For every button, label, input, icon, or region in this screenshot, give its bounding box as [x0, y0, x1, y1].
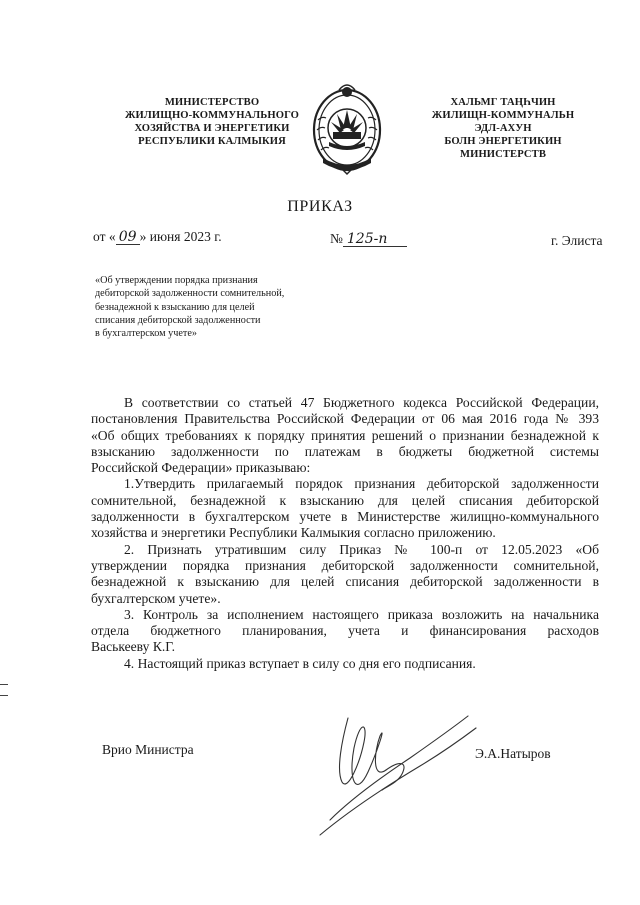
order-number: [330, 231, 407, 247]
issue-city: г. Элиста: [551, 233, 603, 248]
signatory-position: Врио Министра: [102, 742, 194, 757]
body-line: сомнительной, безнадежной к взысканию для целей списания дебиторской: [91, 492, 599, 508]
body-line: Российской Федерации» приказываю:: [91, 460, 311, 476]
subject-line: в бухгалтерском учете»: [95, 328, 197, 340]
republic-of-kalmykia-emblem-icon: [309, 80, 385, 176]
header-right-line: ЖИЛИЩН-КОММУНАЛЬН: [431, 110, 575, 121]
order-subject: [95, 274, 284, 340]
header-left-line: РЕСПУБЛИКИ КАЛМЫКИЯ: [138, 136, 286, 147]
item-1-paragraph: [91, 476, 599, 541]
signatory-name: Э.А.Натыров: [475, 746, 551, 761]
order-body: [91, 395, 599, 672]
body-line: 4. Настоящий приказ вступает в силу со дня его подписания.: [124, 655, 476, 671]
body-line: утверждении порядка признания дебиторской задолженности сомнительной,: [91, 557, 599, 573]
item-3-paragraph: [91, 607, 599, 656]
subject-line: «Об утверждении порядка признания: [95, 275, 258, 286]
body-line: В соответствии со статьей 47 Бюджетного кодекса Российской Федерации,: [124, 395, 599, 410]
body-line: 3. Контроль за исполнением настоящего приказа возложить на начальника: [124, 606, 599, 622]
header-right-line: ЭДЛ-АХУН: [474, 123, 532, 134]
ministry-name-russian: [112, 96, 312, 148]
ministry-name-kalmyk: [398, 96, 608, 161]
body-line: 2. Признать утратившим силу Приказ № 100-п от 12.05.2023 «Об: [124, 541, 599, 557]
header-left-line: МИНИСТЕРСТВО: [164, 97, 260, 108]
body-line: безнадежной к взысканию для целей списания дебиторской задолженности в: [91, 574, 599, 590]
body-line: задолженности в бухгалтерском учете в Министерстве жилищно-коммунального: [91, 509, 599, 525]
subject-line: безнадежной к взысканию для целей: [95, 301, 255, 313]
subject-line: списания дебиторской задолженности: [95, 314, 261, 326]
date-prefix: от «: [93, 229, 116, 244]
body-line: 1.Утвердить прилагаемый порядок признания дебиторской задолженности: [124, 476, 599, 492]
scan-edge-mark: [0, 684, 8, 685]
subject-line: дебиторской задолженности сомнительной,: [95, 288, 285, 300]
number-handwritten: 125-п: [343, 232, 407, 247]
header-left-line: ХОЗЯЙСТВА И ЭНЕРГЕТИКИ: [134, 123, 290, 134]
body-line: отдела бюджетного планирования, учета и финансирования расходов: [91, 623, 599, 639]
body-line: Васькееву К.Г.: [91, 639, 176, 655]
body-line: бухгалтерском учете».: [91, 590, 221, 606]
order-date: [93, 229, 222, 245]
header-right-line: БОЛН ЭНЕРГЕТИКИН: [444, 136, 562, 147]
body-line: постановления Правительства Российской Федерации от 06 мая 2016 года № 393: [91, 411, 599, 427]
preamble-paragraph: [91, 395, 599, 476]
document-title: ПРИКАЗ: [287, 198, 353, 215]
item-4-paragraph: [91, 656, 599, 672]
header-right-line: МИНИСТЕРСТВ: [460, 149, 546, 160]
date-day-handwritten: 09: [116, 230, 140, 245]
header-right-line: ХАЛЬМГ ТАҢҺЧИН: [450, 97, 556, 108]
header-left-line: ЖИЛИЩНО-КОММУНАЛЬНОГО: [124, 110, 299, 121]
body-line: взысканию задолженности по платежам в бюджеты бюджетной системы: [91, 443, 599, 459]
handwritten-signature-icon: [290, 700, 490, 850]
scan-edge-mark: [0, 695, 8, 696]
date-suffix: » июня 2023 г.: [139, 229, 222, 244]
body-line: хозяйства и энергетики Республики Калмыкия согласно приложению.: [91, 525, 496, 541]
item-2-paragraph: [91, 542, 599, 607]
number-label: №: [330, 231, 343, 246]
body-line: «Об общих требованиях к порядку принятия решений о признании безнадежной к: [91, 427, 599, 443]
